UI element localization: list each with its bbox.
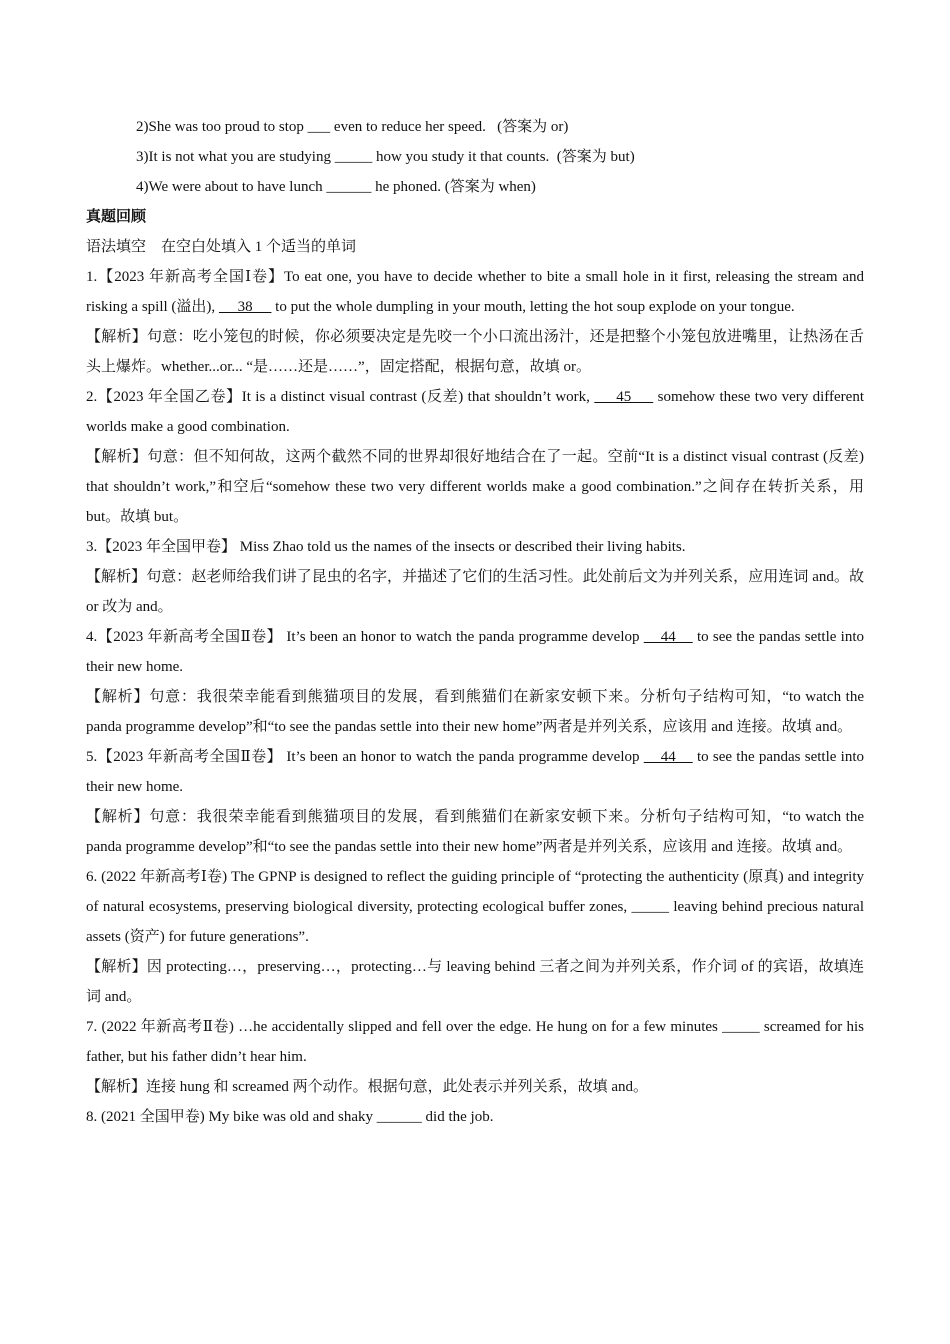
question-text: to put the whole dumpling in your mouth, letting the hot soup explode on your tongue. bbox=[271, 299, 795, 315]
question-7: 7. (2022 年新高考Ⅱ卷) …he accidentally slipped and fell over the edge. He hung on for a few minutes _____ screamed for his father, but his father didn’t hear him. bbox=[86, 1019, 864, 1065]
analysis-6: 【解析】因 protecting…，preserving…，protecting…与 leaving behind 三者之间为并列关系，作介词 of 的宾语，故填连词 and。 bbox=[86, 959, 864, 1005]
question-text: 5.【2023 年新高考全国Ⅱ卷】 It’s been an honor to watch the panda programme develop bbox=[86, 749, 644, 765]
question-6: 6. (2022 年新高考Ⅰ卷) The GPNP is designed to reflect the guiding principle of “protecting the authenticity (原真) and integrity of natural ecosystems, preserving biological diversity, protecting ecological buffer zones, _____ leaving behind precious natural assets (资产) for future generations”. bbox=[86, 869, 864, 945]
question-text: 4.【2023 年新高考全国Ⅱ卷】 It’s been an honor to watch the panda programme develop bbox=[86, 629, 644, 645]
answer-blank: 45 bbox=[594, 389, 654, 405]
question-text: somehow these two very different worlds make a good combination. bbox=[86, 389, 864, 435]
example-line: 2)She was too proud to stop ___ even to reduce her speed. (答案为 or) bbox=[136, 119, 569, 135]
question-1 bbox=[86, 262, 864, 322]
question-text: to see the pandas settle into their new home. bbox=[86, 749, 865, 795]
question-3: 3.【2023 年全国甲卷】 Miss Zhao told us the names of the insects or described their living habits. bbox=[86, 539, 686, 555]
question-text: 2.【2023 年全国乙卷】It is a distinct visual contrast (反差) that shouldn’t work, bbox=[86, 389, 595, 405]
answer-blank: 44 bbox=[643, 749, 693, 765]
answer-blank: 44 bbox=[643, 629, 693, 645]
example-line: 4)We were about to have lunch ______ he phoned. (答案为 when) bbox=[136, 179, 536, 195]
section-title: 真题回顾 bbox=[86, 209, 147, 225]
question-text: to see the pandas settle into their new home. bbox=[86, 629, 865, 675]
question-2 bbox=[86, 382, 864, 442]
section-subtitle: 语法填空 在空白处填入 1 个适当的单词 bbox=[86, 239, 357, 255]
analysis-7: 【解析】连接 hung 和 screamed 两个动作。根据句意，此处表示并列关系，故填 and。 bbox=[86, 1079, 649, 1095]
analysis-4: 【解析】句意：我很荣幸能看到熊猫项目的发展，看到熊猫们在新家安顿下来。分析句子结构可知，“to watch the panda programme develop”和“to see the pandas settle into their new home”两者是并列关系，应该用 and 连接。故填 and。 bbox=[86, 689, 864, 735]
document-page bbox=[86, 112, 864, 1132]
analysis-5: 【解析】句意：我很荣幸能看到熊猫项目的发展，看到熊猫们在新家安顿下来。分析句子结构可知，“to watch the panda programme develop”和“to see the pandas settle into their new home”两者是并列关系，应该用 and 连接。故填 and。 bbox=[86, 809, 864, 855]
question-4 bbox=[86, 622, 864, 682]
analysis-3: 【解析】句意：赵老师给我们讲了昆虫的名字，并描述了它们的生活习性。此处前后文为并列关系，应用连词 and。故 or 改为 and。 bbox=[86, 569, 864, 615]
question-text: 1.【2023 年新高考全国Ⅰ卷】To eat one, you have to decide whether to bite a small hole in it first, releasing the stream and risking a spill (溢出), bbox=[86, 269, 864, 315]
analysis-1: 【解析】句意：吃小笼包的时候，你必须要决定是先咬一个小口流出汤汁，还是把整个小笼包放进嘴里，让热汤在舌头上爆炸。whether...or... “是……还是……”，固定搭配，根据句意，故填 or。 bbox=[86, 329, 864, 375]
question-8: 8. (2021 全国甲卷) My bike was old and shaky ______ did the job. bbox=[86, 1109, 494, 1125]
question-5 bbox=[86, 742, 864, 802]
example-line: 3)It is not what you are studying _____ how you study it that counts. (答案为 but) bbox=[136, 149, 635, 165]
analysis-2: 【解析】句意：但不知何故，这两个截然不同的世界却很好地结合在了一起。空前“It is a distinct visual contrast (反差) that shouldn’t work,”和空后“somehow these two very different worlds make a good combination.”之间存在转折关系，用 but。故填 but。 bbox=[86, 449, 864, 525]
answer-blank: 38 bbox=[218, 299, 272, 315]
